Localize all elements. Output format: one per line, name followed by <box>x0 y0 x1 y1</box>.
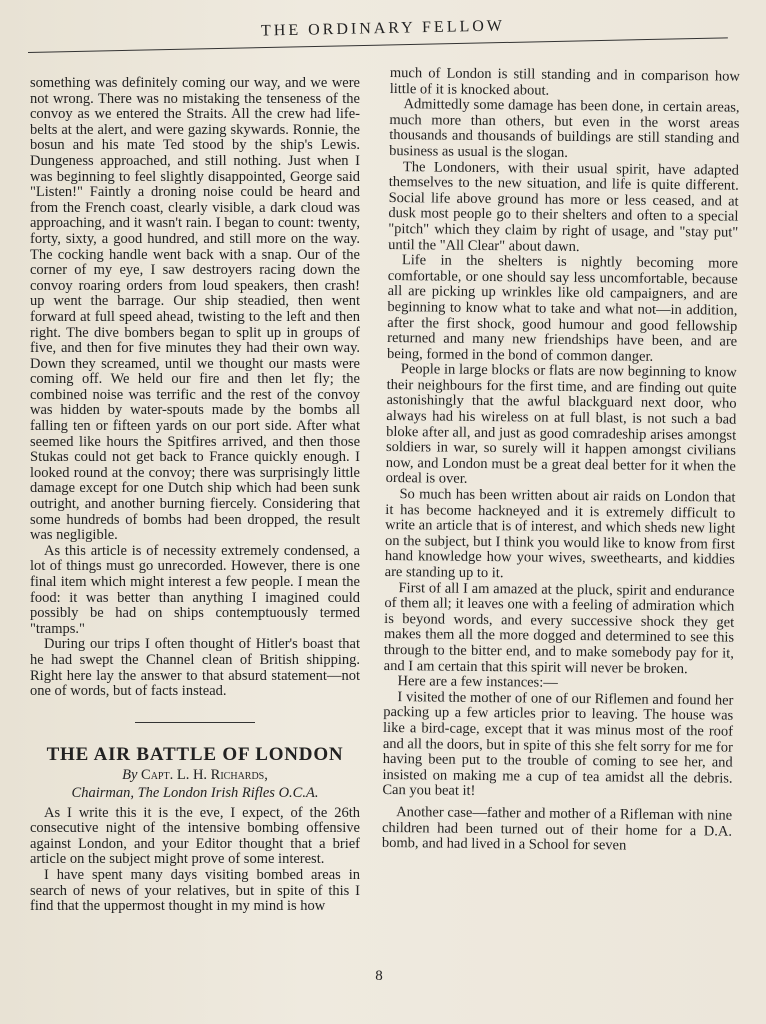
running-title: THE ORDINARY FELLOW <box>260 17 506 40</box>
article-paragraph-2: I have spent many days visiting bombed areas in search of news of your relatives, but in spite of this I find that the uppermost thought in my mind is how <box>30 866 360 915</box>
section-divider <box>135 722 255 723</box>
right-column <box>382 66 740 855</box>
right-paragraph-7: Here are a few instances:— <box>397 673 558 691</box>
right-paragraph-9: Another case—father and mother of a Rifleman with nine children had been turned out of their home for a D.A. bomb, and had lived in a School for seven <box>381 804 733 854</box>
right-paragraph-6: First of all I am amazed at the pluck, spirit and endurance of them all; it leaves one with a feeling of admiration which is beyond words, and every successive shock they get makes them all the more dogged and determined to see this through to the bitter end, and to make somebody pay for it, and I am certain that this spirit will never be broken. <box>383 579 735 677</box>
right-paragraph-2: The Londoners, with their usual spirit, have adapted themselves to the new situation, and life is quite different. Social life above ground has more or less ceased, and at dusk most people go to their shelters and often to a special "pitch" which they claim by right of usage, and "stay put" until the "All Clear" about dawn. <box>388 158 740 255</box>
left-paragraph-1: something was definitely coming our way, and we were not wrong. There was no mistaking the tenseness of the convoy as we entered the Straits. All the crew had life-belts at the alert, and were gazing skywards. Ronnie, the bosun and his mate Ted stood by the ship's Lewis. Dungeness approached, and still nothing. Just when I was beginning to feel slightly disappointed, George said "Listen!" Faintly a droning noise could be heard and from the French coast, clearly visible, a dark cloud was approaching, and it wasn't rain. I began to count: twenty, forty, sixty, a good hundred, and still more on the way. The cocking handle went back with a snap. Our of the corner of my eye, I saw destroyers racing down the convoy roaring orders from loud speakers, then crash! up went the barrage. Our ship steadied, then went forward at full speed ahead, twisting to the left and then right. The dive bombers began to split up in groups of five, and then for five minutes they had their own way. Down they screamed, until we thought our masts were coming off. We held our fire and then let fly; the combined noise was terrific and the rest of the convoy was hidden by water-spouts made by the bombs all falling ten or fifteen yards on our port side. After what seemed like hours the Spitfires arrived, and then those Stukas could not get back to France quickly enough. I looked round at the convoy; there was surprisingly little damage except for one Dutch ship which had been sunk outright, and another burning fiercely. Considering that some hundreds of bombs had been dropped, the result was negligible. <box>30 75 360 544</box>
article-byline <box>30 768 360 784</box>
byline-author: Capt. L. H. Richards, <box>141 767 268 784</box>
right-paragraph-5: So much has been written about air raids on London that it has become hackneyed and it is extremely difficult to write an article that is of interest, and which sheds new light on the subject, but I think you would like to know from first hand knowledge how your wives, sweethearts, and kiddies are standing up to it. <box>384 486 736 582</box>
right-paragraph-3: Life in the shelters is nightly becoming more comfortable, or one should say less uncomfortable, because all are picking up wrinkles like old campaigners, and are beginning to know what to take and what not—in addition, after the first shock, good humour and good fellowship returned and many new friendships have been, and are being, formed in the bond of common danger. <box>386 252 739 365</box>
left-column <box>30 76 360 915</box>
page-number: 8 <box>375 968 383 984</box>
article-title: THE AIR BATTLE OF LONDON <box>46 743 344 765</box>
author-affiliation: Chairman, The London Irish Rifles O.C.A. <box>71 784 319 801</box>
byline-prefix: By <box>122 767 138 784</box>
left-paragraph-3: During our trips I often thought of Hitler's boast that he had swept the Channel clean of British shipping. Right here lay the answer to that absurd statement—not one of words, but of facts instead. <box>30 636 360 700</box>
right-paragraph-4: People in large blocks or flats are now beginning to know their neighbours for the first time, and are finding out quite astonishingly that the awful blackguard next door, who always had his wireless on at full blast, is not such a bad bloke after all, and just as good comradeship arises amongst soldiers in war, so surely will it happen amongst civilians now, and London must be a great deal better for it when the ordeal is over. <box>385 361 737 488</box>
right-paragraph-8: I visited the mother of one of our Riflemen and found her packing up a few articles prior to leaving. The house was like a bird-cage, except that it was minus most of the roof and all the doors, but in spite of this she felt sorry for me for having been put to the trouble of coming to see her, and insisted on making me a cup of tea amidst all the debris. Can you beat it! <box>382 688 734 800</box>
article-paragraph-1: As I write this it is the eve, I expect, of the 26th consecutive night of the intensive bombing offensive against London, and your Editor thought that a brief article on the subject might prove of some interest. <box>30 804 360 868</box>
right-paragraph-0: much of London is still standing and in comparison how little of it is knocked about. <box>389 65 740 99</box>
right-paragraph-1: Admittedly some damage has been done, in certain areas, much more than others, but even in the worst areas thousands and thousands of buildings are still standing and business as usual is the slogan. <box>389 96 740 161</box>
left-paragraph-2: As this article is of necessity extremely condensed, a lot of things must go unrecorded. However, there is one final item which might interest a few people. I mean the food: it was better than anything I imagined could possibly be had on ships contemptuously termed "tramps." <box>30 542 360 637</box>
